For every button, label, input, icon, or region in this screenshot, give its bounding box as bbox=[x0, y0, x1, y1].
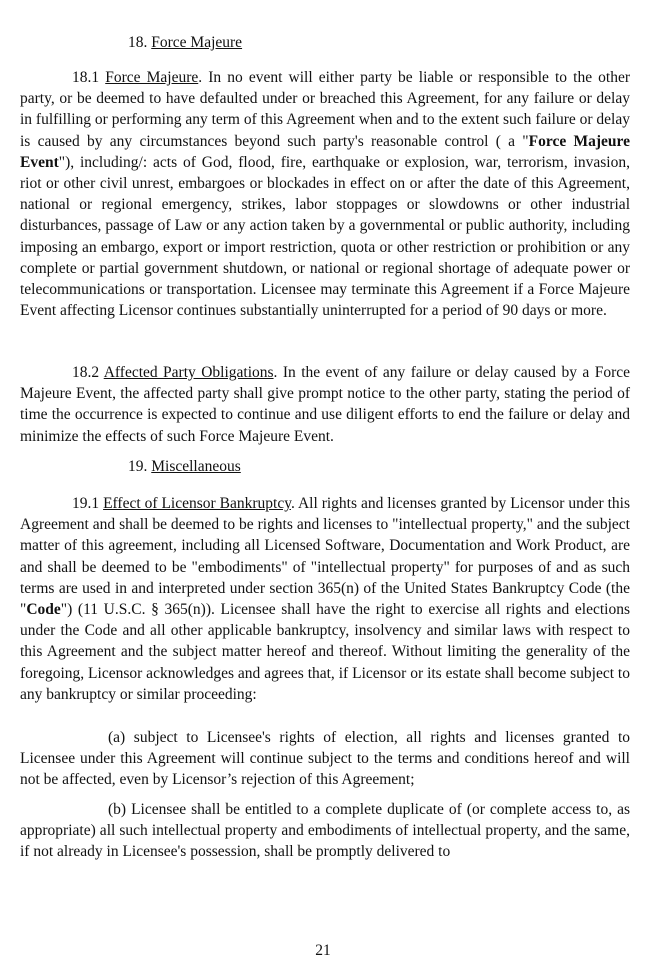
section-18-heading bbox=[128, 32, 242, 53]
section-18-number: 18. bbox=[128, 34, 148, 51]
clause-b-text: Licensee shall be entitled to a complete duplicate of (or complete access to, as appropriate) all such intellectual property and embodiments of intellectual property, and the same, if not already in Licensee's possession, shall be promptly delivered to bbox=[20, 801, 630, 861]
section-19-title: Miscellaneous bbox=[151, 458, 241, 475]
clause-a-text: subject to Licensee's rights of election, all rights and licenses granted to Licensee under this Agreement will continue subject to the terms and conditions hereof and will not be affected, even by Licensor’s rejection of this Agreement; bbox=[20, 729, 631, 789]
section-19-heading bbox=[128, 456, 241, 477]
section-19-number: 19. bbox=[128, 458, 148, 475]
clause-19-1-b bbox=[20, 799, 630, 863]
paragraph-19-1-text-b: ") (11 U.S.C. § 365(n)). Licensee shall have the right to exercise all rights and elections under the Code and all other applicable bankruptcy, insolvency and similar laws with respect to this Agreement and the subject matter hereof and thereof. Without limiting the generality of the foregoing, Licensor acknowledges and agrees that, if Licensor or its estate shall become subject to any bankruptcy or similar proceeding: bbox=[20, 601, 630, 703]
clause-19-1-a bbox=[20, 727, 630, 791]
paragraph-18-2: 18.2 Affected Party Obligations. In the event of any failure or delay caused by a Force Majeure Event, the affected party shall give prompt notice to the other party, stating the period of time the occurrence is expected to continue and use diligent efforts to end the failure or delay and minimize the effects of such Force Majeure Event. bbox=[20, 364, 631, 445]
paragraph-18-1-number: 18.1 bbox=[72, 69, 100, 86]
page-number: 21 bbox=[315, 942, 331, 959]
paragraph-19-1-title: Effect of Licensor Bankruptcy bbox=[103, 495, 291, 512]
paragraph-18-1-text-a: In no event will either party be liable or responsible to the other party, or be deemed to have defaulted under or breached this Agreement, for any failure or delay in fulfilling or performing any term of this Agreement when and to the extent such failure or delay is caused by any circumstances beyond such party's reasonable control ( a " bbox=[20, 69, 631, 150]
paragraph-18-1-text-b: "), including/: acts of God, flood, fire, earthquake or explosion, war, terrorism, invasion, riot or other civil unrest, embargoes or blockades in effect on or after the date of this Agreement, national or regional emergency, strikes, labor stoppages or slowdowns or other industrial disturbances, passage of Law or any action taken by a governmental or public authority, including imposing an embargo, export or import restriction, quota or other restriction or prohibition or any complete or partial government shutdown, or national or regional shortage of adequate power or telecommunications or transportation. Licensee may terminate this Agreement if a Force Majeure Event affecting Licensor continues substantially uninterrupted for a period of 90 days or more. bbox=[20, 153, 630, 320]
paragraph-19-1-number: 19.1 bbox=[72, 495, 100, 512]
paragraph-19-1: 19.1 Effect of Licensor Bankruptcy. All rights and licenses granted by Licensor under this Agreement and shall be deemed to be rights and licenses to "intellectual property," and the subject matter of this agreement, including all Licensed Software, Documentation and Work Product, are and shall be deemed to be "embodiments" of "intellectual property" for purposes of and as such terms are used in and interpreted under section 365(n) of the United States Bankruptcy Code (the "Code") (11 U.S.C. § 365(n)). Licensee shall have the right to exercise all rights and elections under the Code and all other applicable bankruptcy, insolvency and similar laws with respect to this Agreement and the subject matter hereof and thereof. Without limiting the generality of the foregoing, Licensor acknowledges and agrees that, if Licensor or its estate shall become subject to any bankruptcy or similar proceeding: bbox=[20, 495, 631, 703]
paragraph-18-1-title: Force Majeure bbox=[105, 69, 199, 86]
paragraph-18-1: 18.1 Force Majeure. In no event will either party be liable or responsible to the other party, or be deemed to have defaulted under or breached this Agreement, for any failure or delay in fulfilling or performing any term of this Agreement when and to the extent such failure or delay is caused by any circumstances beyond such party's reasonable control ( a "Force Majeure Event"), including/: acts of God, flood, fire, earthquake or explosion, war, terrorism, invasion, riot or other civil unrest, embargoes or blockades in effect on or after the date of this Agreement, national or regional emergency, strikes, labor stoppages or slowdowns or other industrial disturbances, passage of Law or any action taken by a governmental or public authority, including imposing an embargo, export or import restriction, quota or other restriction or prohibition or any complete or partial government shutdown, or national or regional shortage of adequate power or telecommunications or transportation. Licensee may terminate this Agreement if a Force Majeure Event affecting Licensor continues substantially uninterrupted for a period of 90 days or more. bbox=[20, 69, 631, 320]
section-18-title: Force Majeure bbox=[151, 34, 243, 51]
paragraph-18-1-defined-term: Force Majeure Event bbox=[20, 132, 630, 171]
paragraph-19-1-text-a: All rights and licenses granted by Licensor under this Agreement and shall be deemed to be rights and licenses to "intellectual property," and the subject matter of this agreement, including all Licensed Software, Documentation and Work Product, are and shall be deemed to be "embodiments" of "intellectual property" for purposes of and as such terms are used in and interpreted under section 365(n) of the United States Bankruptcy Code (the " bbox=[20, 495, 631, 619]
paragraph-18-2-title: Affected Party Obligations bbox=[103, 364, 274, 381]
clause-a-label: (a) bbox=[108, 729, 126, 746]
paragraph-19-1-defined-term: Code bbox=[26, 601, 61, 619]
clause-b-label: (b) bbox=[108, 801, 127, 818]
paragraph-18-2-number: 18.2 bbox=[72, 364, 100, 381]
paragraph-18-2-text: In the event of any failure or delay caused by a Force Majeure Event, the affected party shall give prompt notice to the other party, stating the period of time the occurrence is expected to continue and use diligent efforts to end the failure or delay and minimize the effects of such Force Majeure Event. bbox=[20, 364, 631, 445]
